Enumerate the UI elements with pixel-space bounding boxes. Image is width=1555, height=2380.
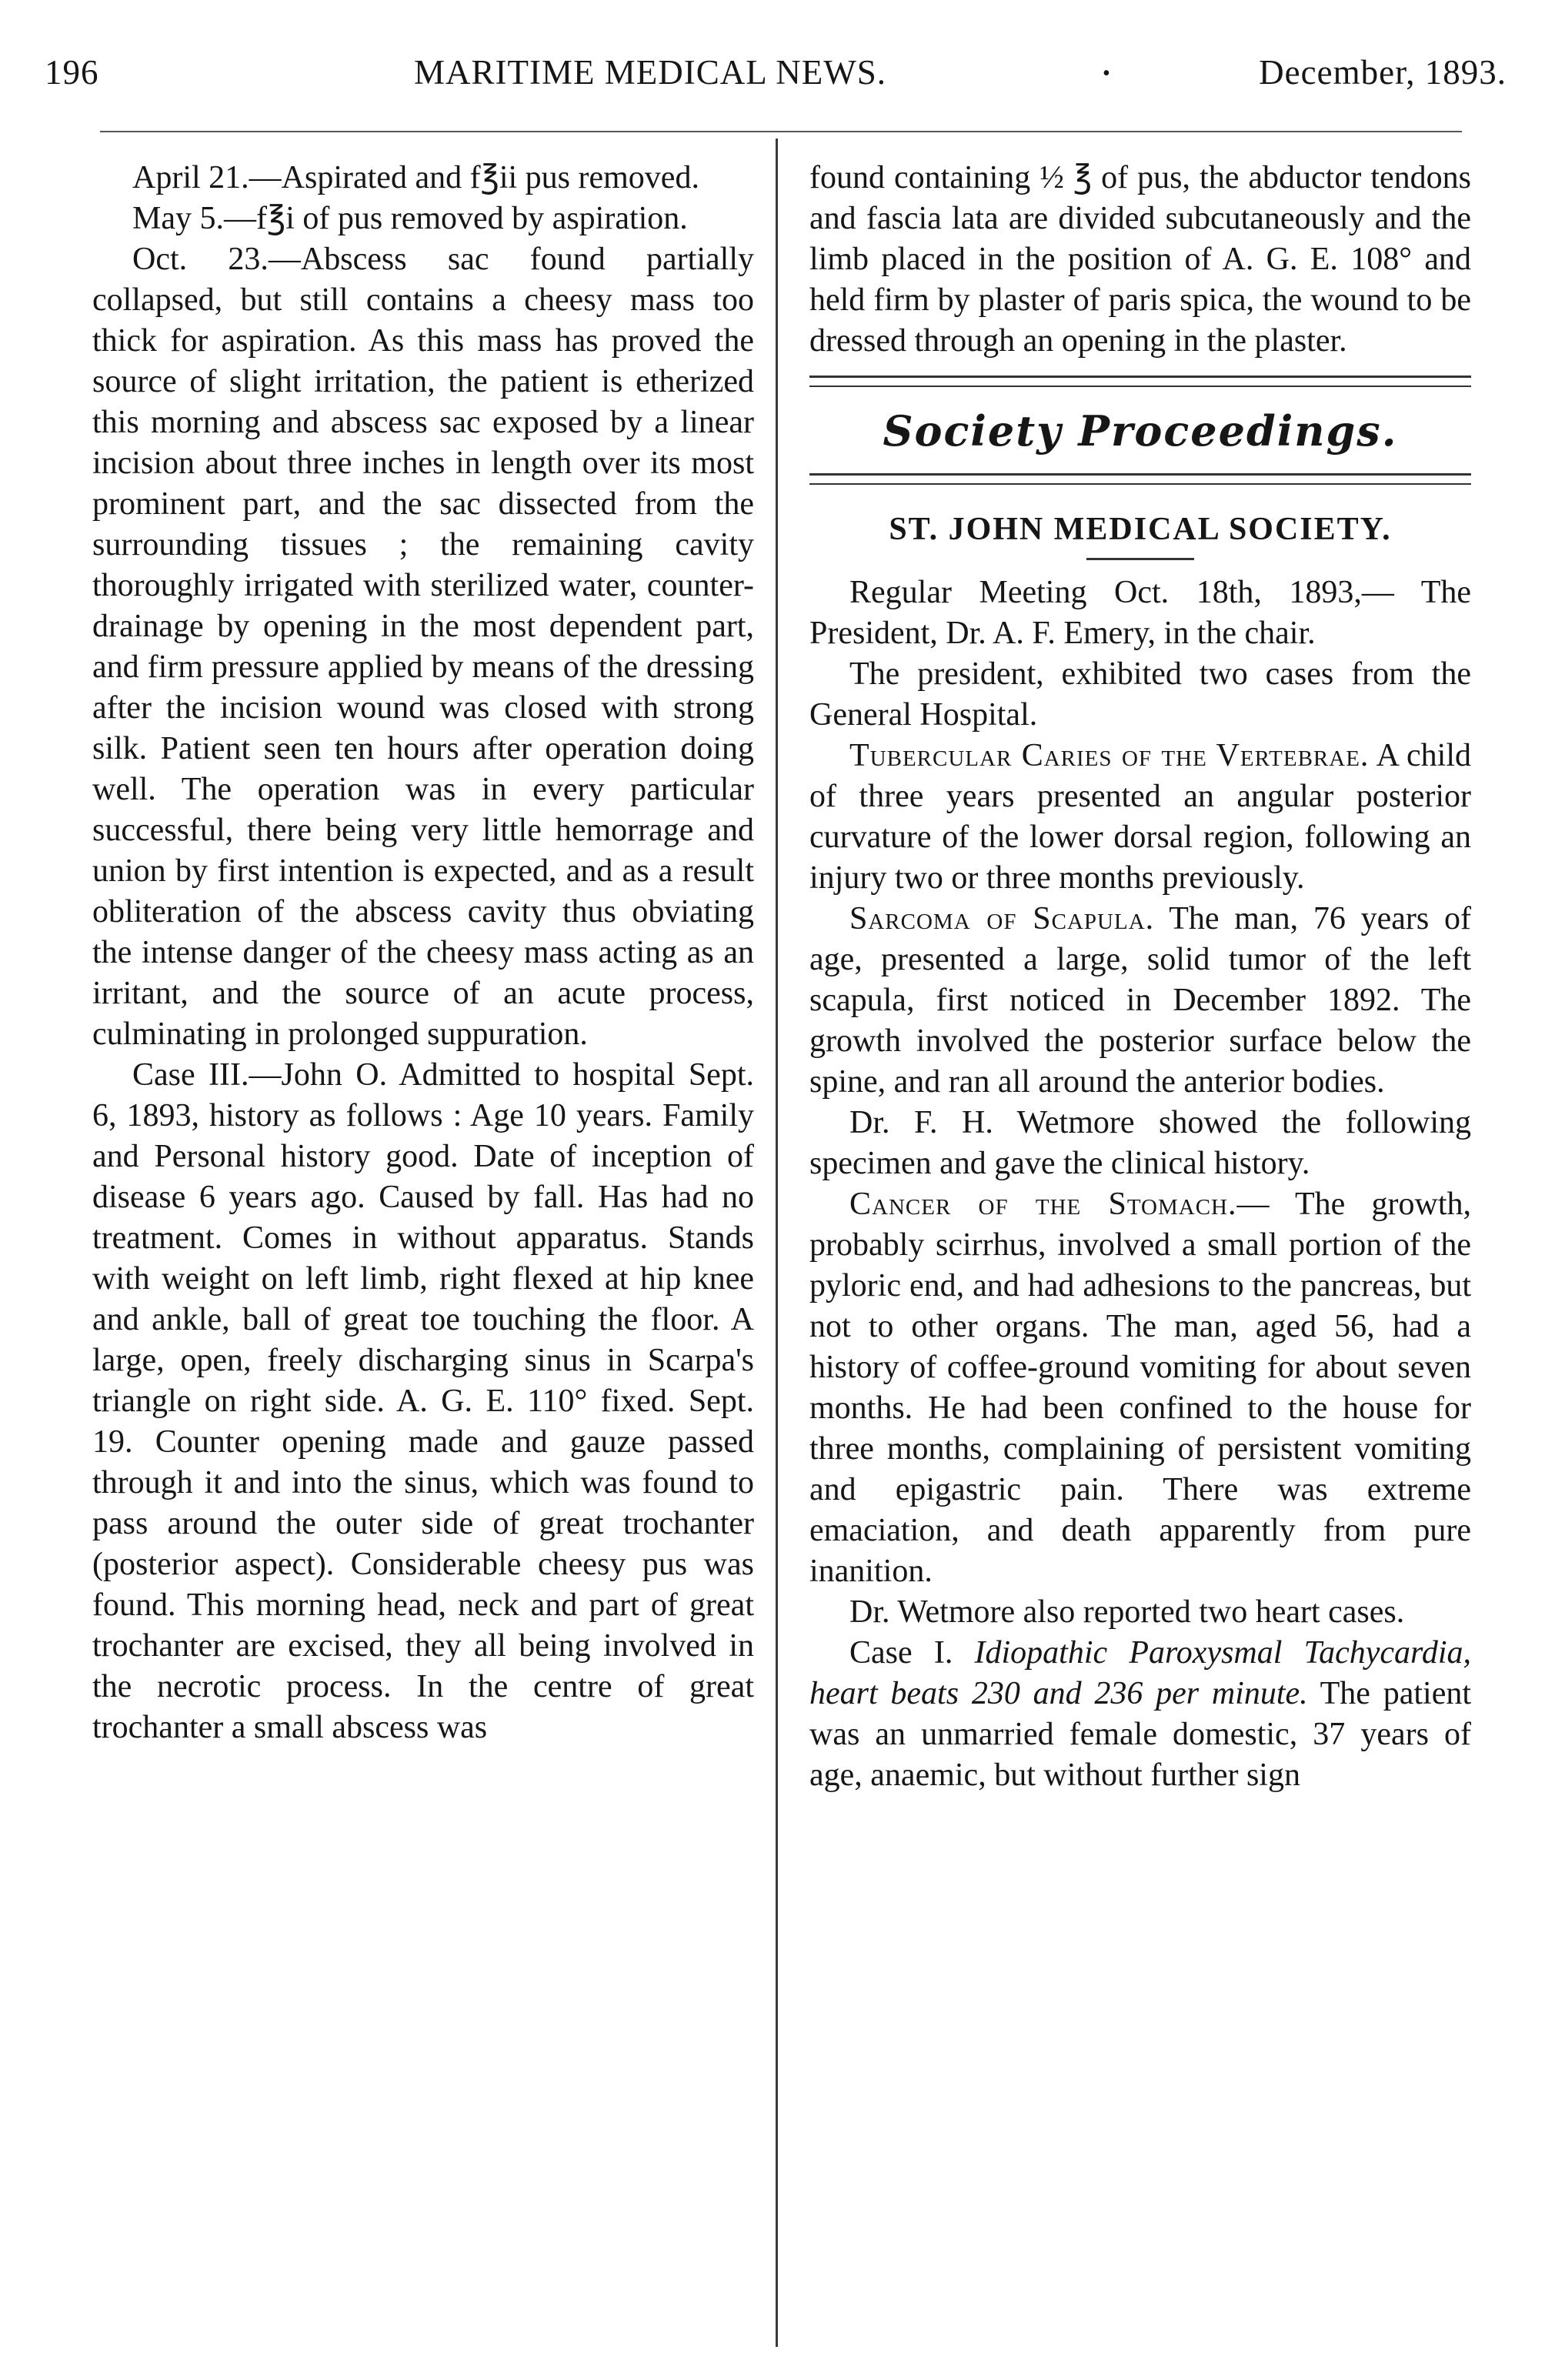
section-rule-top (809, 376, 1471, 387)
paragraph-may-5: May 5.—f℥i of pus removed by aspiration. (132, 201, 688, 236)
issue-date: December, 1893. (1259, 53, 1507, 92)
paragraph-case-1 (809, 1633, 1471, 1796)
right-column (809, 158, 1471, 1796)
paragraph-case-3: Case III.—John O. Admitted to hospital Sept. 6, 1893, history as follows : Age 10 years. Family and Personal history good. Date of inception of disease 6 years ago. Caused by fall. Has had no treatment. Comes in without apparatus. Stands with weight on left limb, right flexed at hip knee and ankle, ball of great toe touching the floor. A large, open, freely discharging sinus in Scarpa's triangle on right side. A. G. E. 110° fixed. Sept. 19. Counter opening made and gauze passed through it and into the sinus, which was found to pass around the outer side of great trochanter (posterior aspect). Considerable cheesy pus was found. This morning head, neck and part of great trochanter are excised, they all being involved in the necrotic process. In the centre of great trochanter a small abscess was (92, 1057, 754, 1745)
paragraph-cancer-stomach (809, 1184, 1471, 1592)
header-rule (100, 131, 1462, 132)
paragraph-tubercular-caries (809, 736, 1471, 899)
paragraph-wetmore-specimen: Dr. F. H. Wetmore showed the following specimen and gave the clinical history. (809, 1105, 1471, 1181)
case-heading: Tubercular Caries of the Vertebrae. (849, 738, 1370, 773)
paragraph-sarcoma (809, 899, 1471, 1103)
running-header (45, 52, 1507, 114)
header-mark: • (1103, 62, 1111, 85)
case-text: A child of three years presented an angular posterior curvature of the lower dorsal region, following an injury two or three months previously. (809, 738, 1471, 896)
case-lead: Case I. (849, 1635, 953, 1671)
column-divider (776, 139, 778, 2347)
case-heading: Sarcoma of Scapula. (849, 901, 1155, 936)
short-rule (1086, 558, 1194, 560)
paragraph-april-21: April 21.—Aspirated and f℥ii pus removed. (132, 160, 699, 195)
case-heading: Cancer of the Stomach. (849, 1187, 1237, 1222)
paragraph-continuation: found containing ½ ℥ of pus, the abductor tendons and fascia lata are divided subcutaneously and the limb placed in the position of A. G. E. 108° and held firm by plaster of paris spica, the wound to be dressed through an opening in the plaster. (809, 160, 1471, 359)
section-title: Society Proceedings. (883, 406, 1398, 456)
society-name: ST. JOHN MEDICAL SOCIETY. (889, 512, 1392, 547)
section-rule-bottom (809, 473, 1471, 485)
left-column (92, 158, 754, 1748)
case-text: The man, 76 years of age, presented a large, solid tumor of the left scapula, first noticed in December 1892. The growth involved the posterior surface below the spine, and ran all around the anterior bodies. (809, 901, 1471, 1100)
case-text: The patient was an unmarried female domestic, 37 years of age, anaemic, but without further sign (809, 1676, 1471, 1793)
page-number: 196 (45, 53, 99, 92)
case-text: — The growth, probably scirrhus, involved a small portion of the pyloric end, and had adhesions to the pancreas, but not to other organs. The man, aged 56, had a history of coffee-ground vomiting for about seven months. He had been confined to the house for three months, complaining of persistent vomiting and epigastric pain. There was extreme emaciation, and death apparently from pure inanition. (809, 1187, 1471, 1589)
paragraph-regular-meeting: Regular Meeting Oct. 18th, 1893,— The President, Dr. A. F. Emery, in the chair. (809, 575, 1471, 651)
case-title: Idiopathic Paroxysmal Tachycardia, heart beats 230 and 236 per minute. (809, 1635, 1472, 1711)
journal-title: MARITIME MEDICAL NEWS. (414, 53, 887, 92)
paragraph-president: The president, exhibited two cases from the General Hospital. (809, 656, 1471, 733)
paragraph-oct-23: Oct. 23.—Abscess sac found partially collapsed, but still contains a cheesy mass too thick for aspiration. As this mass has proved the source of slight irritation, the patient is etherized this morning and abscess sac exposed by a linear incision about three inches in length over its most prominent part, and the sac dissected from the surrounding tissues ; the remaining cavity thoroughly irrigated with sterilized water, counter-drainage by opening in the most dependent part, and firm pressure applied by means of the dressing after the incision wound was closed with strong silk. Patient seen ten hours after operation doing well. The operation was in every particular successful, there being very little hemorrage and union by first intention is expected, and as a result obliteration of the abscess cavity thus obviating the intense danger of the cheesy mass acting as an irritant, and the source of an acute process, culminating in prolonged suppuration. (92, 242, 754, 1052)
paragraph-heart-cases: Dr. Wetmore also reported two heart cases. (849, 1594, 1405, 1630)
